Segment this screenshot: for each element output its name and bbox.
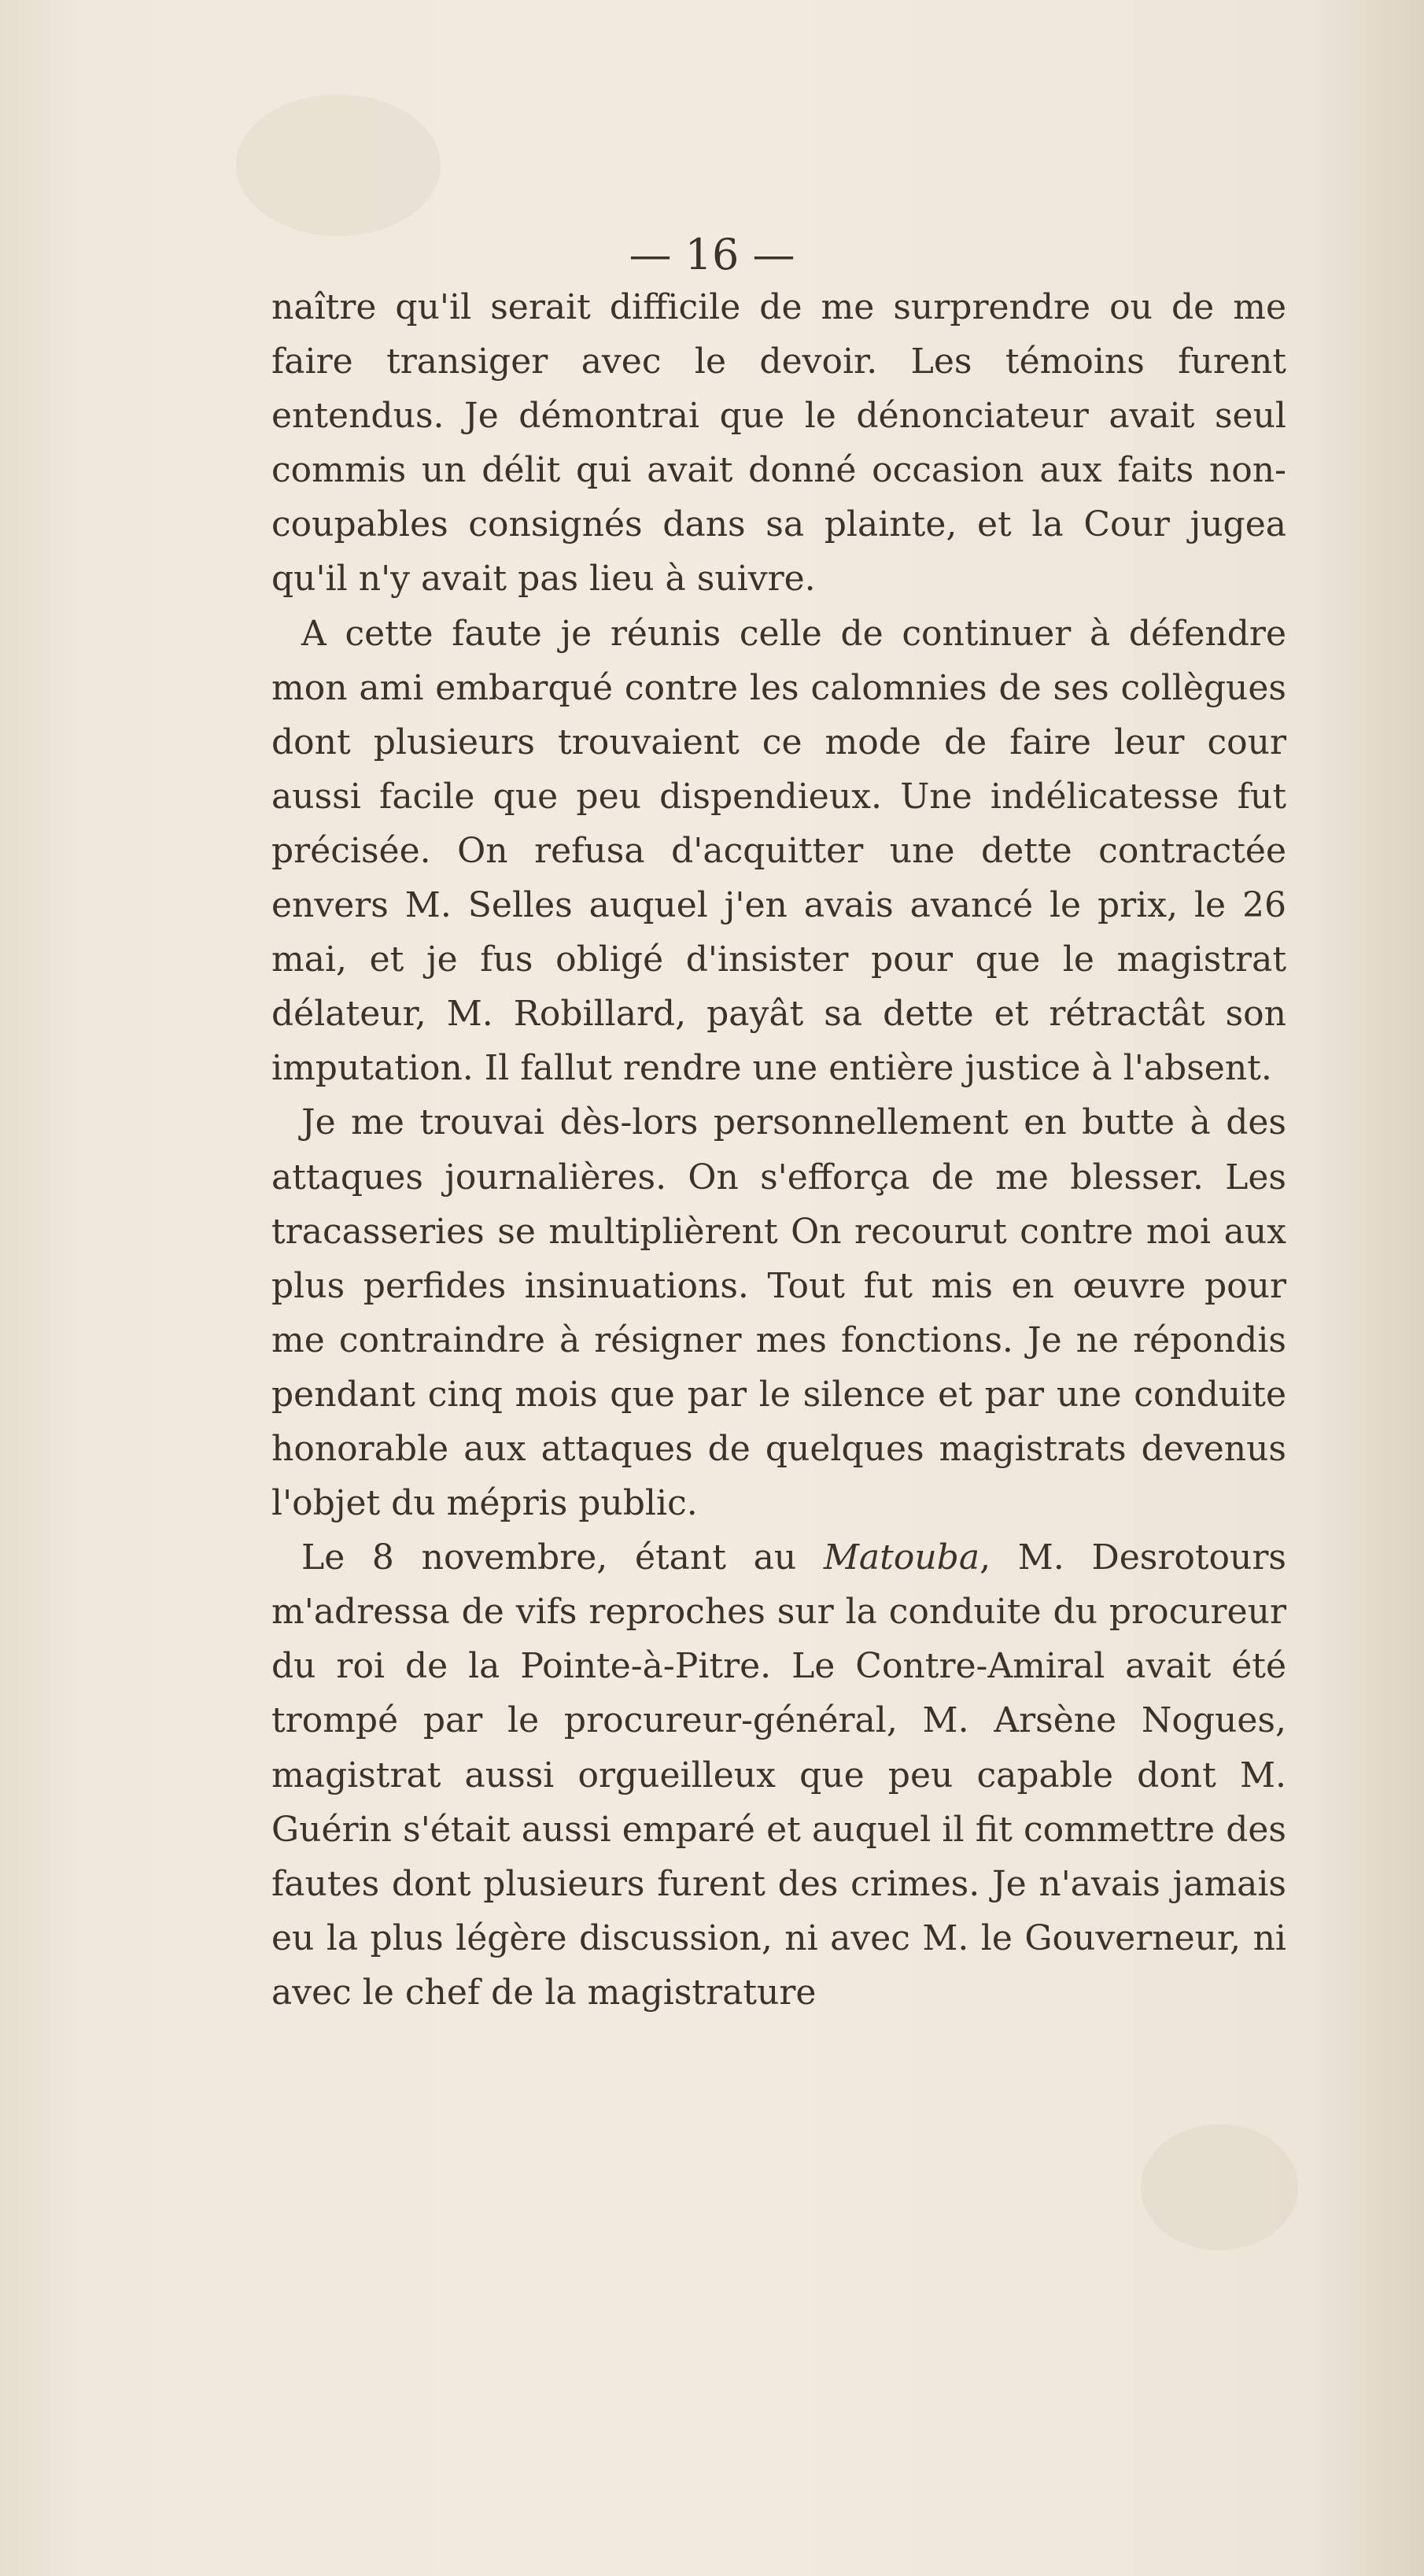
- paragraph: A cette faute je réunis celle de continuer à défendre mon ami embarqué contre les calomnies de ses collègues dont plusieurs trouvaient ce mode de faire leur cour aussi facile que peu dispendieux. Une indélicatesse fut précisée. On refusa d'acquitter une dette contractée envers M. Selles auquel j'en avais avancé le prix, le 26 mai, et je fus obligé d'insister pour que le magistrat délateur, M. Robillard, payât sa dette et rétractât son imputation. Il fallut rendre une entière justice à l'absent.: [271, 613, 1286, 1089]
- paragraph-text: Le 8 novembre, étant au: [301, 1537, 824, 1578]
- body-text: [271, 280, 1286, 2020]
- place-name: Matouba: [823, 1537, 980, 1578]
- page-number: — 16 —: [629, 230, 795, 279]
- paragraph-text: , M. Desrotours m'adressa de vifs reproches sur la conduite du procureur du roi de la Pointe-à-Pitre. Le Contre-Amiral avait été trompé par le procureur-général, M. Arsène Nogues, magistrat aussi orgueilleux que peu capable dont M. Guérin s'était aussi emparé et auquel il fit commettre des fautes dont plusieurs furent des crimes. Je n'avais jamais eu la plus légère discussion, ni avec M. le Gouverneur, ni avec le chef de la magistrature: [271, 1537, 1286, 2013]
- paragraph: naître qu'il serait difficile de me surprendre ou de me faire transiger avec le devoir. Les témoins furent entendus. Je démontrai que le dénonciateur avait seul commis un délit qui avait donné occasion aux faits non-coupables consignés dans sa plainte, et la Cour jugea qu'il n'y avait pas lieu à suivre.: [271, 287, 1286, 600]
- paragraph: [271, 1530, 1286, 2020]
- paper-stain: [1141, 2124, 1298, 2250]
- paper-stain: [236, 94, 441, 236]
- paragraph: Je me trouvai dès-lors personnellement en butte à des attaques journalières. On s'efforça de me blesser. Les tracasseries se multiplièrent On recourut contre moi aux plus perfides insinuations. Tout fut mis en œuvre pour me contraindre à résigner mes fonctions. Je ne répondis pendant cinq mois que par le silence et par une conduite honorable aux attaques de quelques magistrats devenus l'objet du mépris public.: [271, 1102, 1286, 1524]
